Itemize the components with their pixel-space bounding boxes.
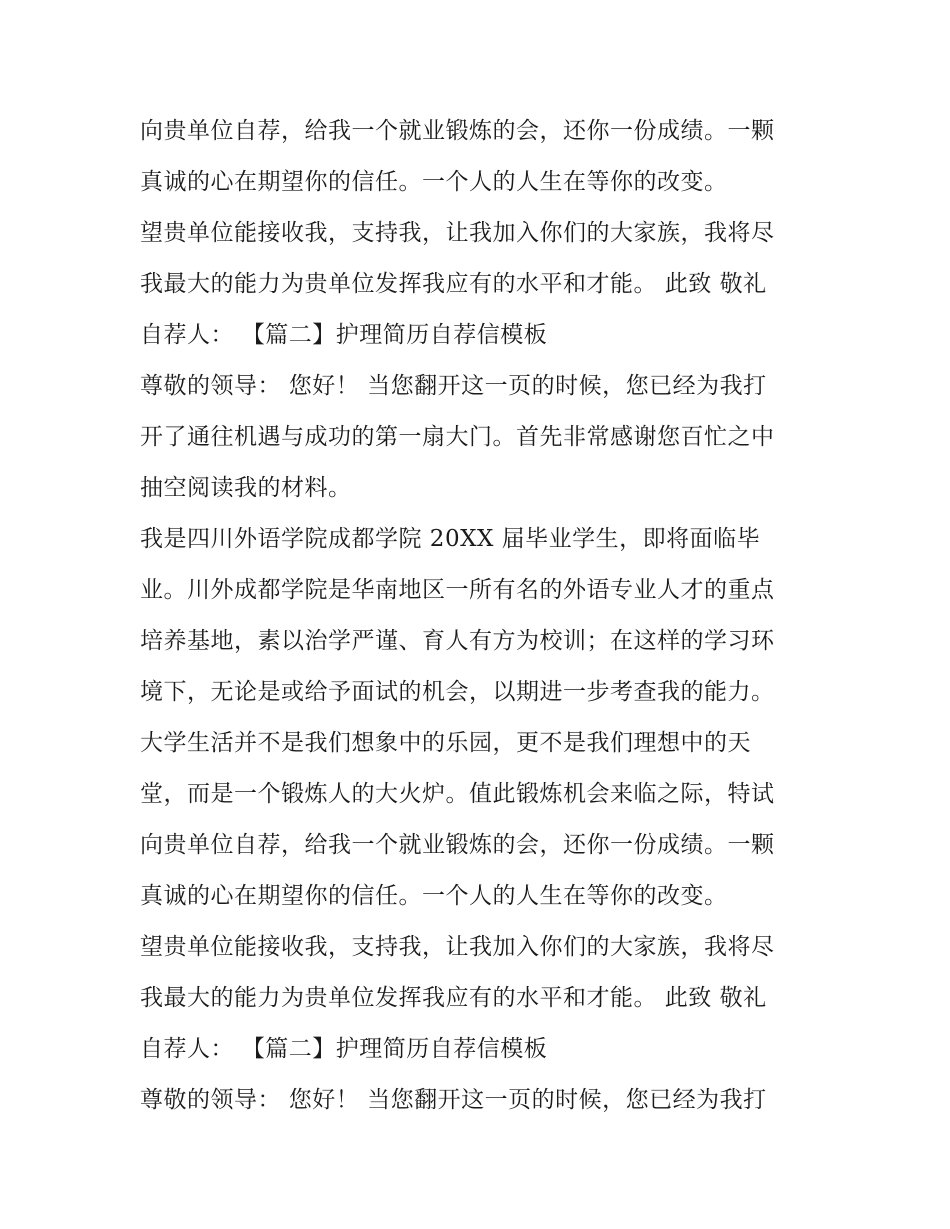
text-line: 望贵单位能接收我，支持我，让我加入你们的大家族，我将尽: [140, 220, 775, 246]
text-line: 真诚的心在期望你的信任。一个人的人生在等你的改变。: [140, 883, 728, 909]
text-line: 真诚的心在期望你的信任。一个人的人生在等你的改变。: [140, 169, 728, 195]
text-line: 我是四川外语学院成都学院 20XX 届毕业学生，即将面临毕: [140, 526, 761, 552]
document-body: [140, 106, 820, 1126]
text-line: 望贵单位能接收我，支持我，让我加入你们的大家族，我将尽: [140, 934, 775, 960]
text-line: 大学生活并不是我们想象中的乐园，更不是我们理想中的天: [140, 730, 751, 756]
text-line: 向贵单位自荐，给我一个就业锻炼的会，还你一份成绩。一颗: [140, 832, 775, 858]
text-line: 我最大的能力为贵单位发挥我应有的水平和才能。 此致 敬礼: [140, 271, 767, 297]
text-line: 堂，而是一个锻炼人的大火炉。值此锻炼机会来临之际，特试: [140, 781, 775, 807]
text-line: 培养基地，素以治学严谨、育人有方为校训；在这样的学习环: [140, 628, 775, 654]
text-line: 自荐人： 【篇二】护理简历自荐信模板: [140, 322, 548, 348]
text-line: 开了通往机遇与成功的第一扇大门。首先非常感谢您百忙之中: [140, 424, 775, 450]
text-line: 尊敬的领导： 您好！ 当您翻开这一页的时候，您已经为我打: [140, 373, 767, 399]
text-line: 业。川外成都学院是华南地区一所有名的外语专业人才的重点: [140, 577, 775, 603]
text-line: 自荐人： 【篇二】护理简历自荐信模板: [140, 1036, 548, 1062]
text-line: 境下，无论是或给予面试的机会，以期进一步考查我的能力。: [140, 679, 775, 705]
text-line: 我最大的能力为贵单位发挥我应有的水平和才能。 此致 敬礼: [140, 985, 767, 1011]
text-line: 尊敬的领导： 您好！ 当您翻开这一页的时候，您已经为我打: [140, 1087, 767, 1113]
text-line: 向贵单位自荐，给我一个就业锻炼的会，还你一份成绩。一颗: [140, 118, 775, 144]
text-line: 抽空阅读我的材料。: [140, 475, 352, 501]
